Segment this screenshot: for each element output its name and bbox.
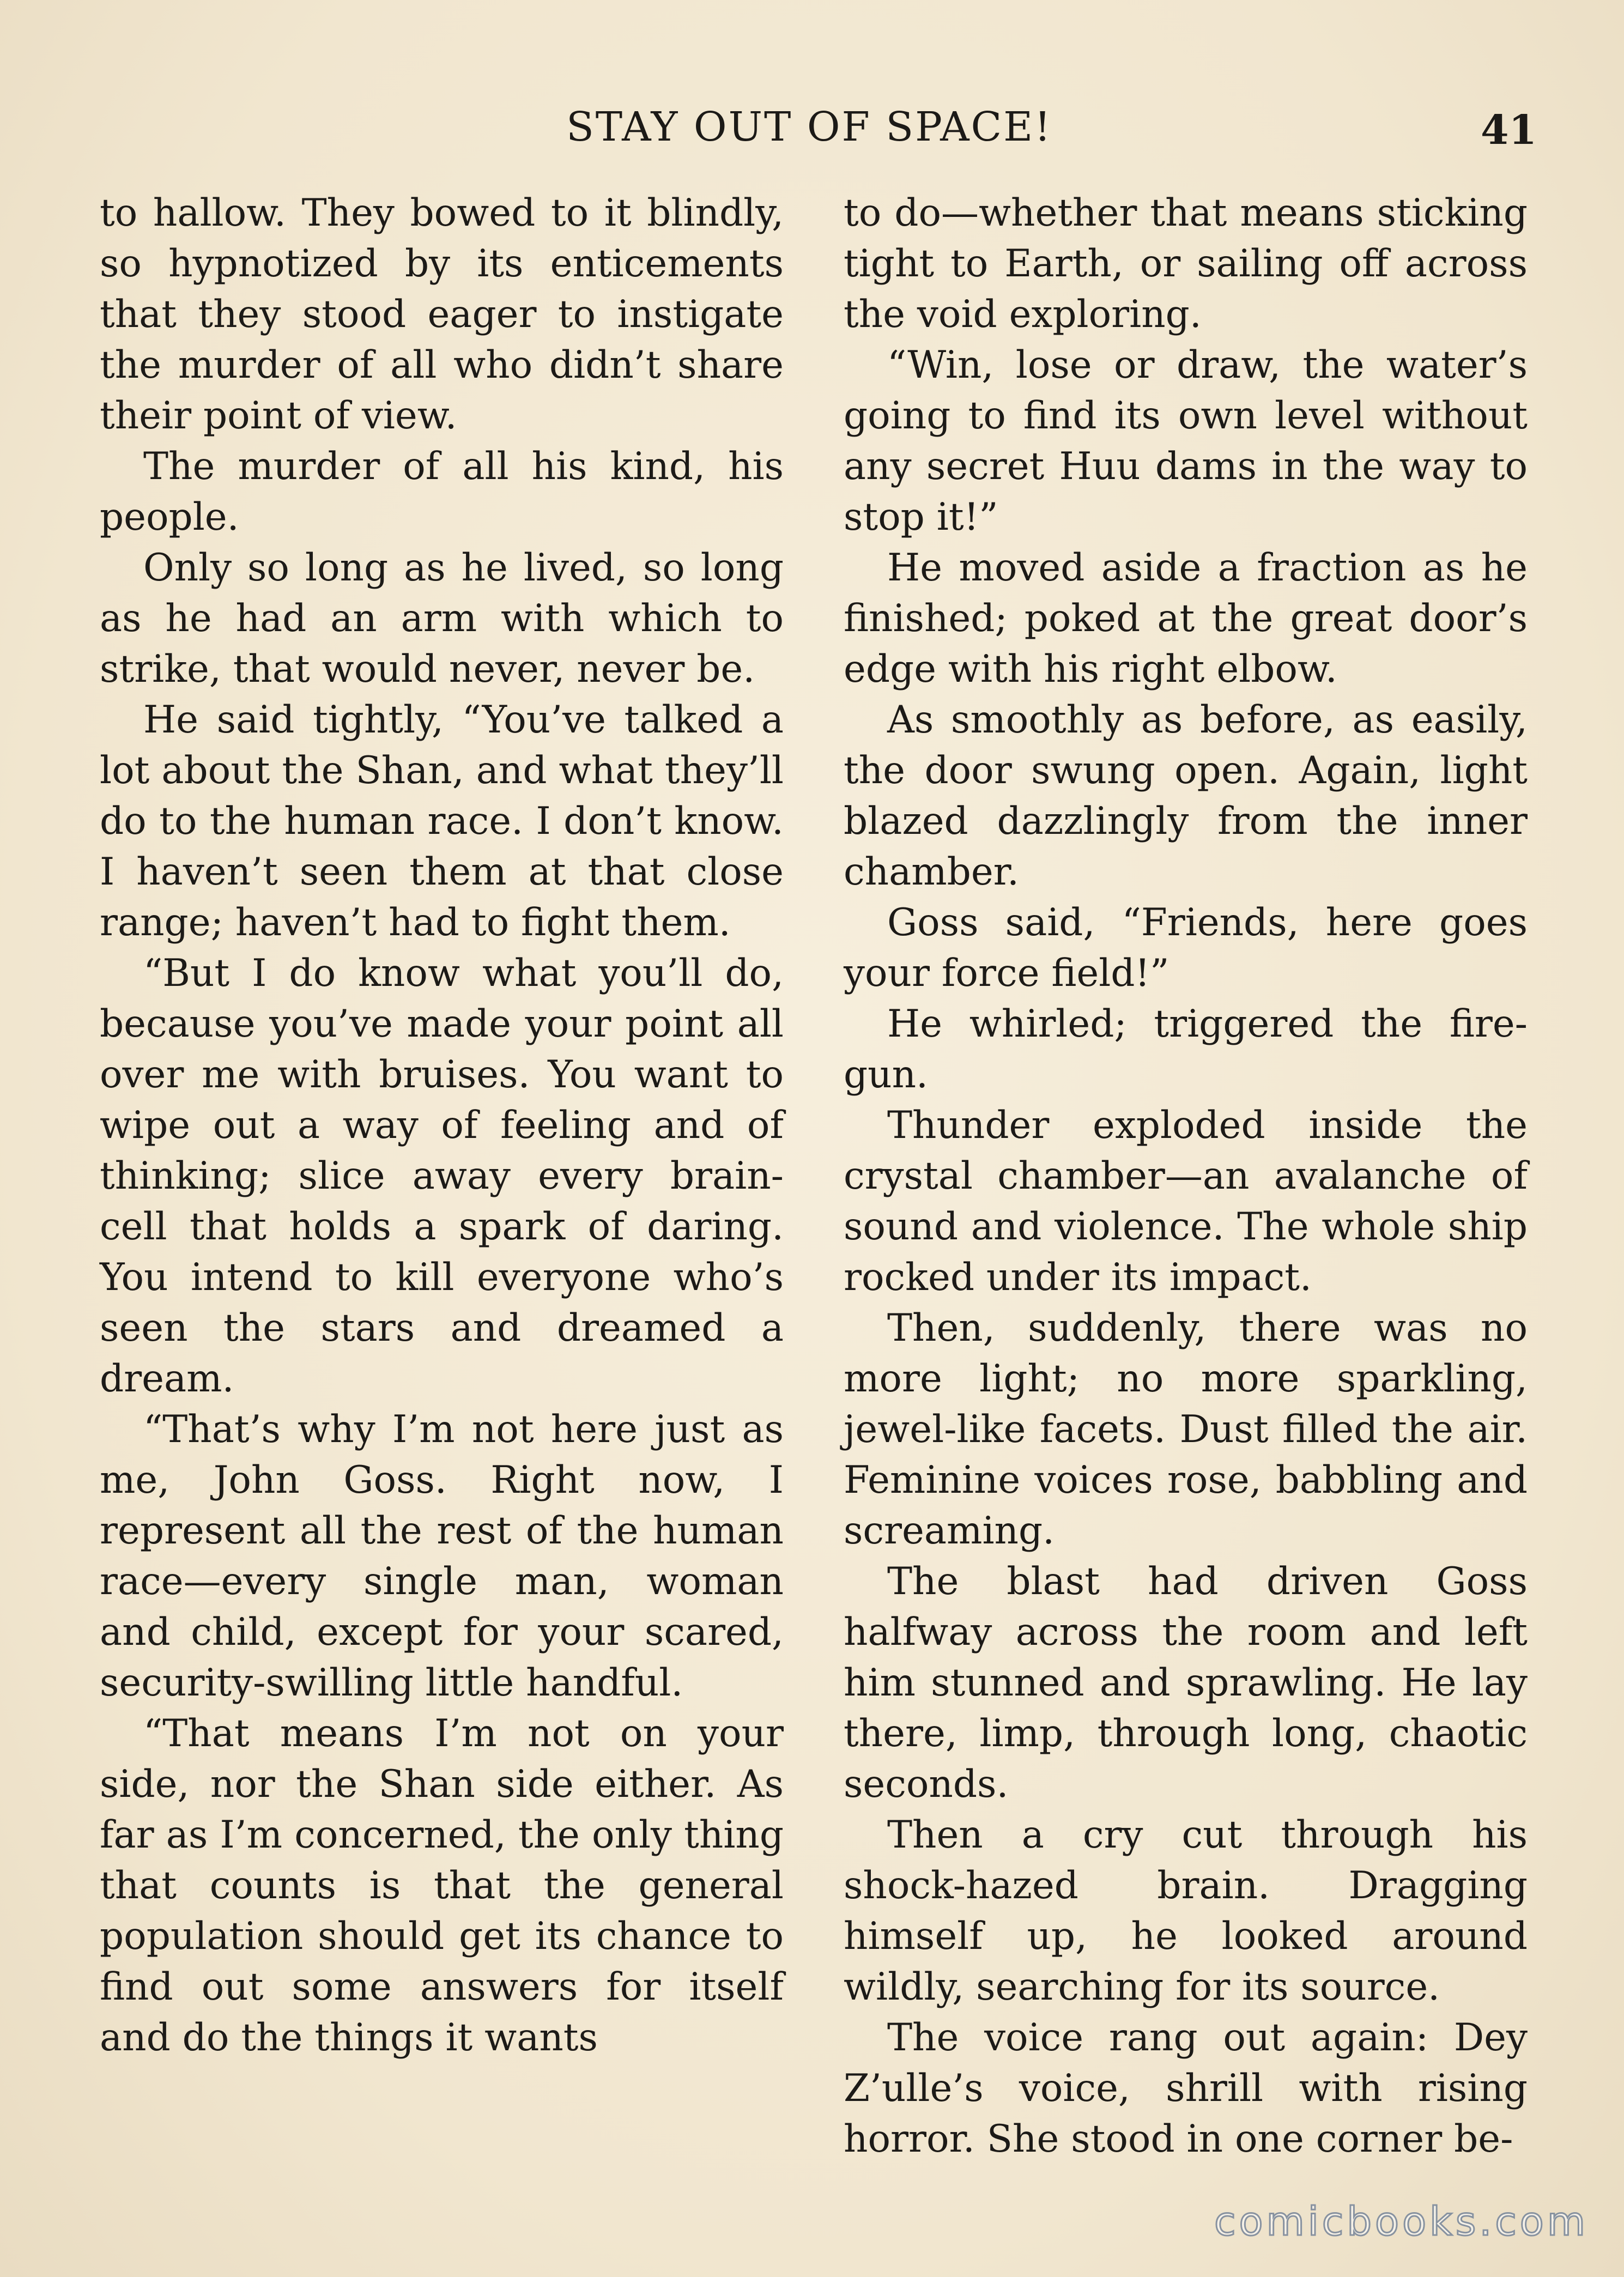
story-title: STAY OUT OF SPACE! — [566, 104, 1052, 150]
paragraph: Then a cry cut through his shock-hazed brain. Dragging himself up, he looked around wildly, searching for its source. — [844, 1813, 1528, 2009]
paragraph: to hallow. They bowed to it blindly, so hypnotized by its enticements that they stood eager to instigate the murder of all who didn’t share their point of view. — [100, 191, 784, 438]
running-head — [0, 104, 1624, 163]
paragraph: “That’s why I’m not here just as me, John Goss. Right now, I represent all the rest of the human race—every single man, woman and child, except for your scared, security-swilling little handful. — [100, 1408, 784, 1705]
text-column-left — [100, 188, 784, 2063]
text-column-right — [844, 188, 1528, 2165]
paragraph: Goss said, “Friends, here goes your force field!” — [844, 901, 1528, 995]
paragraph: “But I do know what you’ll do, because you’ve made your point all over me with bruises. You want to wipe out a way of feeling and of thinking; slice away every brain-cell that holds a spark of daring. You intend to kill everyone who’s seen the stars and dreamed a dream. — [100, 952, 784, 1401]
paragraph: He whirled; triggered the fire-gun. — [844, 1002, 1528, 1097]
paragraph: “Win, lose or draw, the water’s going to find its own level without any secret Huu dams in the way to stop it!” — [844, 343, 1528, 539]
paragraph: “That means I’m not on your side, nor the Shan side either. As far as I’m concerned, the only thing that counts is that the general population should get its chance to find out some answers for itself and do the things it wants — [100, 1712, 784, 2060]
paragraph: He moved aside a fraction as he finished; poked at the great door’s edge with his right elbow. — [844, 546, 1528, 691]
paragraph: As smoothly as before, as easily, the door swung open. Again, light blazed dazzlingly from the inner chamber. — [844, 698, 1528, 894]
paragraph: Thunder exploded inside the crystal chamber—an avalanche of sound and violence. The whole ship rocked under its impact. — [844, 1104, 1528, 1299]
paragraph: Only so long as he lived, so long as he had an arm with which to strike, that would never, never be. — [100, 546, 784, 691]
paragraph: Then, suddenly, there was no more light; no more sparkling, jewel-like facets. Dust filled the air. Feminine voices rose, babbling and screaming. — [844, 1306, 1528, 1553]
paragraph: The murder of all his kind, his people. — [100, 445, 784, 539]
paragraph: He said tightly, “You’ve talked a lot about the Shan, and what they’ll do to the human race. I don’t know. I haven’t seen them at that close range; haven’t had to fight them. — [100, 698, 784, 944]
paragraph: The blast had driven Goss halfway across the room and left him stunned and sprawling. He lay there, limp, through long, chaotic seconds. — [844, 1560, 1528, 1806]
paragraph: to do—whether that means sticking tight to Earth, or sailing off across the void exploring. — [844, 191, 1528, 336]
paragraph: The voice rang out again: Dey Z’ulle’s voice, shrill with rising horror. She stood in one corner be- — [844, 2016, 1528, 2161]
site-watermark: comicbooks.com — [1214, 2199, 1589, 2244]
page-number: 41 — [1481, 107, 1537, 154]
